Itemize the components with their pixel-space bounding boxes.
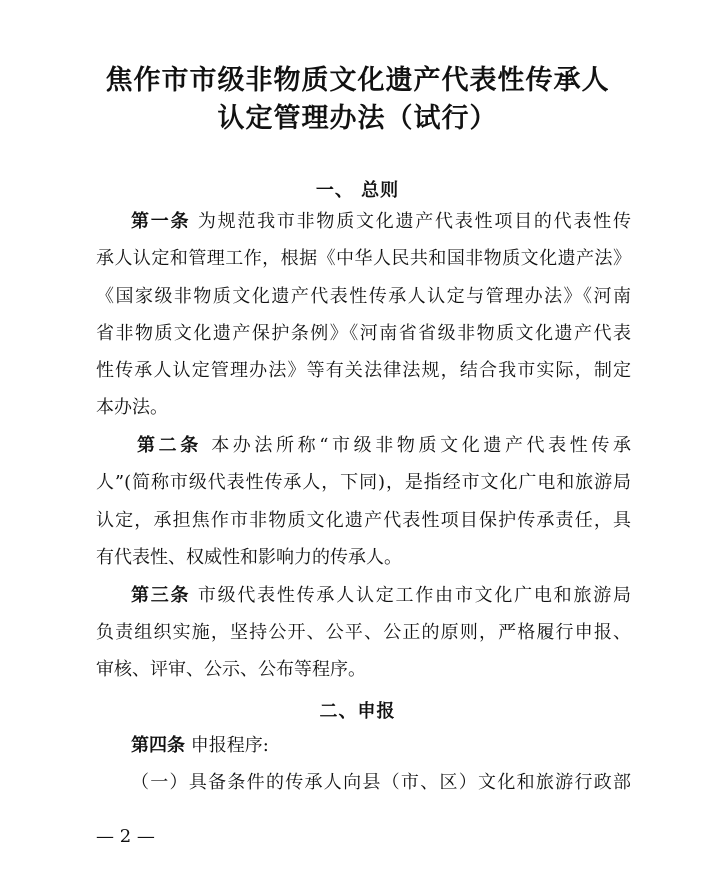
- article-4-text: 申报程序:: [190, 735, 269, 756]
- article-1-line-6: 本办法。: [96, 397, 168, 418]
- article-4-label: 第四条: [131, 735, 185, 756]
- article-3-text: 市级代表性传承人认定工作由市文化广电和旅游局: [197, 585, 631, 606]
- article-2-line-2: 人”(简称市级代表性传承人，下同)，是指经市文化广电和旅游局: [96, 472, 631, 493]
- article-1-line-2: 承人认定和管理工作，根据《中华人民共和国非物质文化遗产法》: [96, 248, 631, 269]
- article-2-label: 第二条: [137, 435, 202, 456]
- section-heading-general: 一、 总则: [315, 180, 400, 201]
- article-1-label: 第一条: [131, 211, 191, 232]
- article-1-line-1: [131, 211, 631, 233]
- article-1-text: 为规范我市非物质文化遗产代表性项目的代表性传: [197, 211, 631, 232]
- document-title-line-1: 焦作市市级非物质文化遗产代表性传承人: [105, 65, 610, 96]
- article-2-line-1: [137, 435, 631, 457]
- page-number: — 2 —: [96, 826, 155, 847]
- article-2-line-4: 有代表性、权威性和影响力的传承人。: [96, 547, 402, 568]
- article-3-label: 第三条: [131, 585, 191, 606]
- article-4-line-1: [131, 735, 631, 757]
- article-1-line-3: 《国家级非物质文化遗产代表性传承人认定与管理办法》《河南: [96, 286, 631, 307]
- article-3-line-3: 审核、评审、公示、公布等程序。: [96, 659, 366, 680]
- article-1-line-4: 省非物质文化遗产保护条例》《河南省省级非物质文化遗产代表: [96, 323, 631, 344]
- article-3-line-2: 负责组织实施，坚持公开、公平、公正的原则，严格履行申报、: [96, 622, 631, 643]
- document-title-line-2: 认定管理办法（试行）: [217, 103, 498, 134]
- section-heading-application: 二、申报: [319, 701, 396, 722]
- article-3-line-1: [131, 585, 631, 607]
- article-2-text: 本办法所称“市级非物质文化遗产代表性传承: [211, 435, 632, 456]
- article-4-item-1: （一）具备条件的传承人向县（市、区）文化和旅游行政部: [131, 772, 631, 793]
- article-1-line-5: 性传承人认定管理办法》等有关法律法规，结合我市实际，制定: [96, 360, 631, 381]
- article-2-line-3: 认定，承担焦作市非物质文化遗产代表性项目保护传承责任，具: [96, 510, 631, 531]
